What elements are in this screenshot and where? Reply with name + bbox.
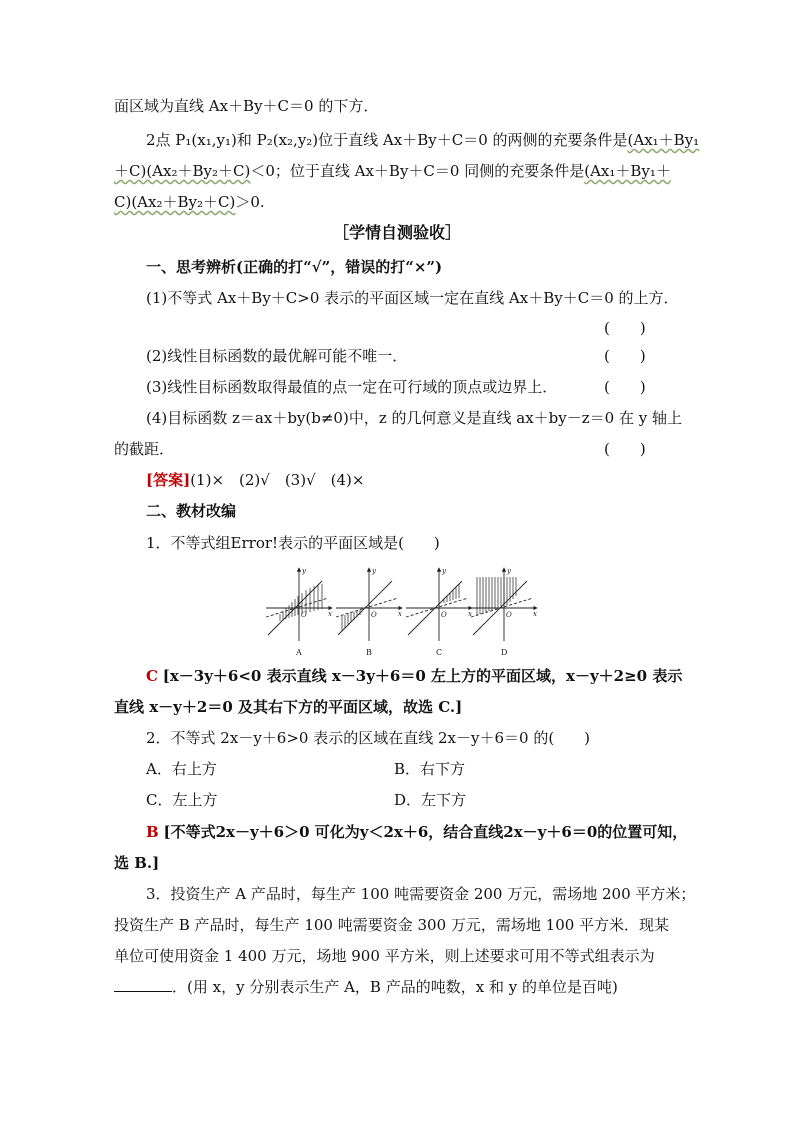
condition-text-cont: ＜0；位于直线 Ax＋By＋C＝0 同侧的充要条件是: [250, 162, 585, 180]
text-line-3: [114, 161, 671, 181]
svg-text:x: x: [328, 610, 332, 618]
figure-d: [471, 567, 537, 657]
question-4: (4)目标函数 z＝ax＋by(b≠0)中，z 的几何意义是直线 ax＋by－z＝0 在 y 轴上: [146, 409, 682, 427]
option-c: C．左上方: [146, 791, 218, 809]
fill-in-blank: [114, 977, 172, 992]
subsection-title-2: 二、教材改编: [146, 502, 237, 520]
text-line-2: [146, 130, 699, 150]
exercise-3-line-2: 投资生产 B 产品时，每生产 100 吨需要资金 300 万元，需场地 100 平方米．现某: [114, 916, 670, 934]
exercise-2: 2．不等式 2x－y＋6>0 表示的区域在直线 2x－y＋6＝0 的( ): [146, 729, 591, 747]
paragraph-end: 面区域为直线 Ax＋By＋C＝0 的下方．: [114, 97, 379, 115]
option-b: B．右下方: [394, 760, 466, 778]
condition-expression-2: (Ax₁＋By₁＋: [584, 162, 671, 180]
svg-text:O: O: [441, 611, 447, 619]
condition-expression: (Ax₁＋By₁: [627, 131, 700, 149]
answer-blank-4: ( ): [604, 440, 646, 458]
figure-label-c: C: [436, 648, 443, 657]
exercise-2-answer-letter: B: [146, 823, 159, 841]
answer-line: [146, 470, 364, 490]
svg-text:O: O: [506, 611, 512, 619]
figure-c: [406, 567, 472, 657]
answer-text: (1)× (2)√ (3)√ (4)×: [190, 471, 365, 489]
section-title-text: 学情自测验收: [348, 223, 445, 242]
exercise-3-tail: ．(用 x，y 分别表示生产 A，B 产品的吨数，x 和 y 的单位是百吨): [172, 978, 618, 996]
condition-expression-cont: ＋C)(Ax₂＋By₂＋C): [114, 162, 251, 180]
question-3: (3)线性目标函数取得最值的点一定在可行域的顶点或边界上．: [146, 378, 558, 396]
exercise-1-answer-letter: C: [146, 667, 158, 685]
exercise-3-line-1: 3．投资生产 A 产品时，每生产 100 吨需要资金 200 万元，需场地 200 平方米；: [146, 885, 696, 903]
question-1: (1)不等式 Ax＋By＋C>0 表示的平面区域一定在直线 Ax＋By＋C＝0 的上方．: [146, 289, 679, 307]
exercise-1: 1．不等式组Error!表示的平面区域是( ): [146, 534, 440, 552]
condition-text: 2点 P₁(x₁,y₁)和 P₂(x₂,y₂)位于直线 Ax＋By＋C＝0 的两侧的充要条件是: [146, 131, 628, 149]
svg-text:x: x: [468, 610, 472, 618]
option-d: D．左下方: [394, 791, 467, 809]
text-line-4: [114, 192, 265, 212]
answer-blank-2: ( ): [604, 347, 646, 365]
svg-text:y: y: [372, 567, 376, 575]
exercise-2-answer-cont: 选 B.]: [114, 854, 160, 872]
svg-text:y: y: [302, 567, 306, 575]
figure-b: [336, 567, 402, 657]
exercise-3-line-4: [114, 977, 618, 997]
exercise-3-line-3: 单位可使用资金 1 400 万元，场地 900 平方米，则上述要求可用不等式组表示为: [114, 947, 655, 965]
svg-text:y: y: [442, 567, 446, 575]
svg-text:x: x: [398, 610, 402, 618]
figure-a: [266, 567, 332, 657]
svg-text:x: x: [533, 610, 537, 618]
svg-text:O: O: [371, 611, 377, 619]
answer-blank-3: ( ): [604, 378, 646, 396]
condition-expression-2-cont: C)(Ax₂＋By₂＋C): [114, 193, 236, 211]
text-line-1: [114, 96, 378, 116]
exercise-1-answer-text: [x－3y＋6<0 表示直线 x－3y＋6＝0 左上方的平面区域，x－y＋2≥0 表示: [162, 667, 683, 685]
exercise-1-answer-cont: 直线 x－y＋2＝0 及其右下方的平面区域，故选 C.]: [114, 698, 463, 716]
answer-label: [答案]: [146, 471, 191, 489]
left-bracket: ［: [332, 223, 349, 242]
subsection-title-1: 一、思考辨析(正确的打“√”，错误的打“×”): [146, 258, 443, 276]
answer-blank-1: ( ): [604, 319, 646, 337]
region-figures: [262, 563, 537, 658]
question-4-cont: 的截距．: [114, 440, 175, 458]
exercise-1-answer: [146, 666, 682, 686]
figure-label-a: A: [296, 648, 302, 657]
question-2: (2)线性目标函数的最优解可能不唯一．: [146, 347, 408, 365]
condition-end: ＞0.: [235, 193, 265, 211]
figure-label-b: B: [366, 648, 372, 657]
svg-text:y: y: [507, 567, 511, 575]
section-title: [0, 222, 794, 244]
figure-label-d: D: [501, 648, 508, 657]
exercise-2-answer: [146, 822, 687, 842]
exercise-2-answer-text: [不等式2x－y＋6＞0 可化为y＜2x＋6，结合直线2x－y＋6＝0的位置可知，: [163, 823, 688, 841]
svg-text:O: O: [301, 611, 307, 619]
right-bracket: ］: [445, 223, 462, 242]
option-a: A．右上方: [146, 760, 217, 778]
region-figures-svg: [262, 563, 537, 658]
